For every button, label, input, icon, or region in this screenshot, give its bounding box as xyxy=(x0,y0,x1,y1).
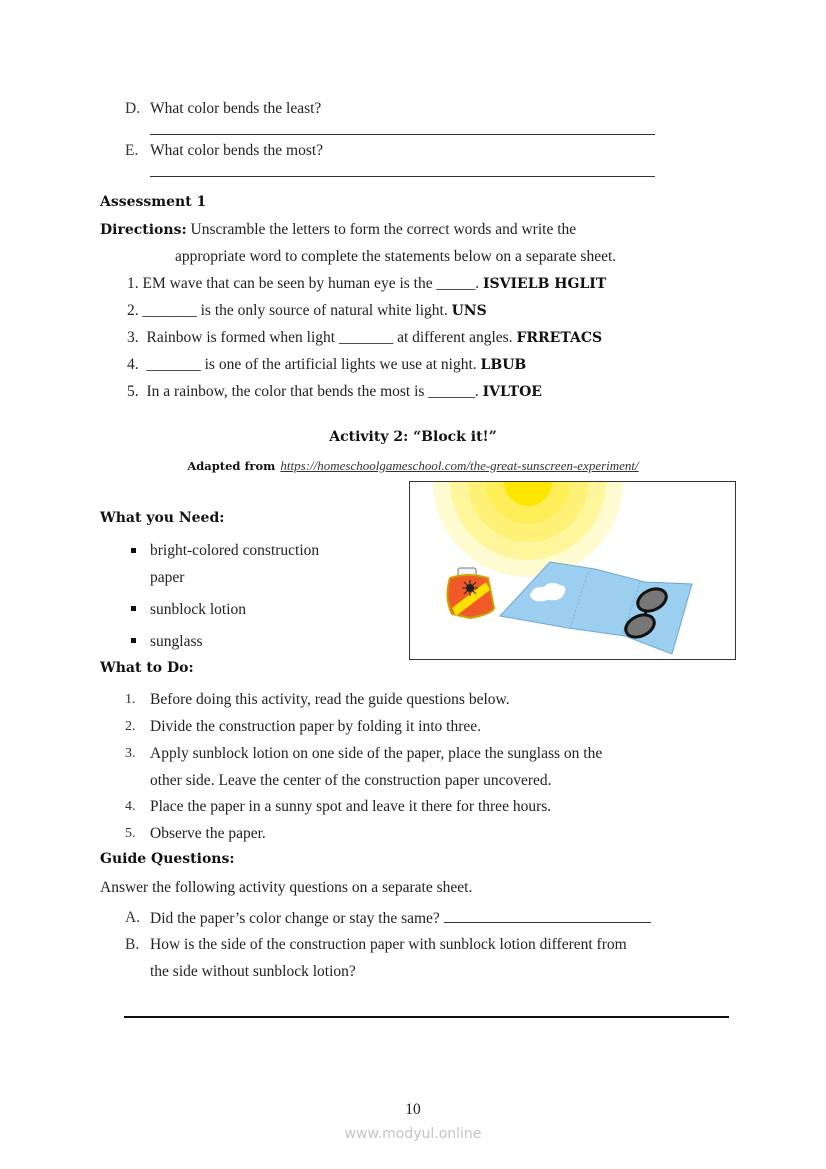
need-item: sunblock lotion xyxy=(150,601,247,618)
step-text: Observe the paper. xyxy=(150,825,266,842)
sun-icon xyxy=(433,482,623,577)
item-text-after: . xyxy=(474,383,479,400)
bullet-icon xyxy=(131,606,136,611)
scrambled-word: LBUB xyxy=(480,357,527,373)
need-item-continued: paper xyxy=(150,569,185,586)
do-heading: What to Do: xyxy=(100,660,194,676)
step-number: 2. xyxy=(125,719,136,734)
watermark: www.modyul.online xyxy=(344,1126,482,1142)
guide-question-letter: B. xyxy=(125,936,140,953)
item-number: 1. xyxy=(127,275,139,292)
assessment-title: Assessment 1 xyxy=(100,194,207,210)
bullet-icon xyxy=(131,638,136,643)
item-text-after: at different angles. xyxy=(393,329,513,346)
guide-question-text-continued: the side without sunblock lotion? xyxy=(150,963,356,980)
illustration-svg xyxy=(410,482,735,659)
item-text-after: is the only source of natural white light. xyxy=(196,302,448,319)
item-number: 2. xyxy=(127,302,139,319)
guide-question-letter: A. xyxy=(125,909,141,926)
question-d-text: What color bends the least? xyxy=(150,100,322,117)
directions-text-1: Unscramble the letters to form the correct words and write the xyxy=(190,221,577,238)
step-number: 5. xyxy=(125,826,136,841)
guide-heading: Guide Questions: xyxy=(100,851,235,867)
scrambled-word: FRRETACS xyxy=(516,330,603,346)
need-item: sunglass xyxy=(150,633,203,650)
question-e-letter: E. xyxy=(125,142,139,159)
item-blank[interactable]: ______ xyxy=(428,383,475,400)
adapted-from xyxy=(0,455,826,474)
step-text: Divide the construction paper by folding it into three. xyxy=(150,718,482,735)
bullet-icon xyxy=(131,548,136,553)
answer-line-d[interactable] xyxy=(150,134,655,135)
scrambled-word: IVLTOE xyxy=(482,384,542,400)
item-number: 5. xyxy=(127,383,139,400)
page-number: 10 xyxy=(405,1101,421,1118)
directions-label: Directions: xyxy=(100,222,187,238)
assessment-item xyxy=(127,382,542,402)
step-text: Apply sunblock lotion on one side of the paper, place the sunglass on the xyxy=(150,745,603,762)
item-blank[interactable]: _____ xyxy=(436,275,476,292)
answer-line-e[interactable] xyxy=(150,176,655,177)
question-d-letter: D. xyxy=(125,100,141,117)
footer-divider xyxy=(124,1016,729,1018)
assessment-item xyxy=(127,328,602,348)
item-blank[interactable]: _______ xyxy=(338,329,394,346)
guide-question-text xyxy=(150,908,651,929)
step-text: Place the paper in a sunny spot and leave it there for three hours. xyxy=(150,798,552,815)
item-text: Rainbow is formed when light xyxy=(146,329,339,346)
adapted-label: Adapted from xyxy=(187,459,276,473)
scrambled-word: ISVIELB HGLIT xyxy=(482,276,607,292)
guide-question-a: Did the paper’s color change or stay the same? xyxy=(150,910,444,927)
guide-intro: Answer the following activity questions on a separate sheet. xyxy=(100,879,473,896)
activity-title: Activity 2: “Block it!” xyxy=(329,429,497,445)
answer-blank-a[interactable] xyxy=(444,908,651,923)
item-text: In a rainbow, the color that bends the most is xyxy=(146,383,429,400)
source-link[interactable]: https://homeschoolgameschool.com/the-great-sunscreen-experiment/ xyxy=(280,458,639,473)
item-blank[interactable]: _______ xyxy=(142,302,197,319)
item-blank[interactable]: _______ xyxy=(146,356,201,373)
question-e-text: What color bends the most? xyxy=(150,142,324,159)
scrambled-word: UNS xyxy=(451,303,487,319)
assessment-item xyxy=(127,274,606,294)
item-number: 3. xyxy=(127,329,139,346)
step-number: 3. xyxy=(125,746,136,761)
need-heading: What you Need: xyxy=(100,510,225,526)
item-text: EM wave that can be seen by human eye is the xyxy=(142,275,437,292)
item-text-after: is one of the artificial lights we use at night. xyxy=(200,356,477,373)
directions xyxy=(100,220,576,240)
assessment-item xyxy=(127,355,526,375)
need-item: bright-colored construction xyxy=(150,542,320,559)
step-number: 4. xyxy=(125,799,136,814)
sunscreen-bottle-icon xyxy=(447,568,494,618)
guide-question-text: How is the side of the construction paper with sunblock lotion different from xyxy=(150,936,627,953)
item-number: 4. xyxy=(127,356,139,373)
step-text-continued: other side. Leave the center of the construction paper uncovered. xyxy=(150,772,552,789)
step-number: 1. xyxy=(125,692,136,707)
directions-text-2: appropriate word to complete the statements below on a separate sheet. xyxy=(175,248,617,265)
step-text: Before doing this activity, read the guide questions below. xyxy=(150,691,510,708)
item-text-after: . xyxy=(475,275,480,292)
sunscreen-experiment-illustration xyxy=(409,481,736,660)
assessment-item xyxy=(127,301,487,321)
